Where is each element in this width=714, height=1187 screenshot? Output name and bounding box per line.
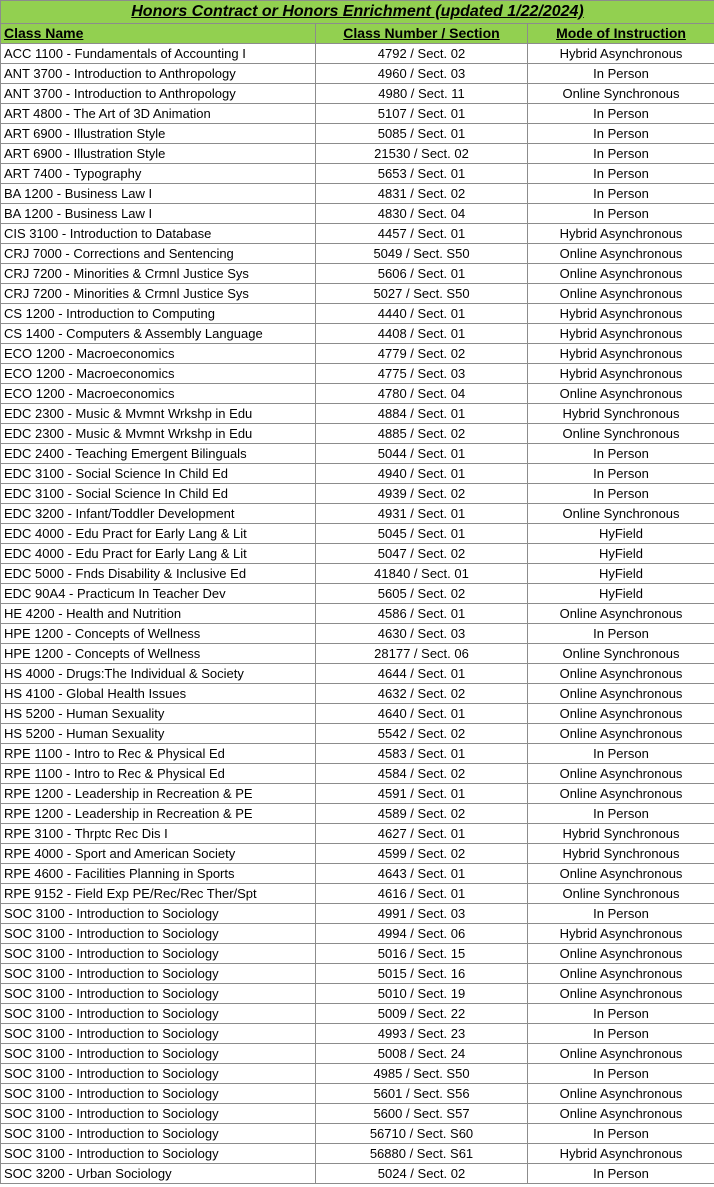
class-number-cell: 5009 / Sect. 22 [316,1004,528,1024]
mode-cell: In Person [528,144,714,164]
mode-cell: Hybrid Asynchronous [528,344,714,364]
class-name-cell: ART 6900 - Illustration Style [1,124,316,144]
mode-cell: Online Synchronous [528,84,714,104]
class-name-cell: RPE 1200 - Leadership in Recreation & PE [1,784,316,804]
class-number-cell: 5024 / Sect. 02 [316,1164,528,1184]
class-number-cell: 5016 / Sect. 15 [316,944,528,964]
mode-cell: Hybrid Asynchronous [528,324,714,344]
class-name-cell: BA 1200 - Business Law I [1,184,316,204]
mode-cell: In Person [528,164,714,184]
class-name-cell: HS 4100 - Global Health Issues [1,684,316,704]
table-row [1,744,714,764]
class-name-cell: RPE 9152 - Field Exp PE/Rec/Rec Ther/Spt [1,884,316,904]
table-row [1,964,714,984]
table-body [1,44,714,1184]
table-row [1,224,714,244]
table-row [1,724,714,744]
table-row [1,984,714,1004]
table-row [1,784,714,804]
mode-cell: Hybrid Asynchronous [528,1144,714,1164]
header-row [1,24,714,44]
class-name-cell: CRJ 7200 - Minorities & Crmnl Justice Sys [1,264,316,284]
column-header-class-name: Class Name [1,24,316,44]
table-row [1,284,714,304]
mode-cell: HyField [528,564,714,584]
mode-cell: Online Asynchronous [528,1104,714,1124]
mode-cell: In Person [528,184,714,204]
table-row [1,1144,714,1164]
table-row [1,144,714,164]
class-number-cell: 4993 / Sect. 23 [316,1024,528,1044]
class-number-cell: 4599 / Sect. 02 [316,844,528,864]
mode-cell: Online Asynchronous [528,984,714,1004]
class-name-cell: CS 1400 - Computers & Assembly Language [1,324,316,344]
class-number-cell: 4940 / Sect. 01 [316,464,528,484]
class-number-cell: 4591 / Sect. 01 [316,784,528,804]
mode-cell: Online Asynchronous [528,264,714,284]
table-row [1,1064,714,1084]
table-row [1,684,714,704]
class-name-cell: RPE 1200 - Leadership in Recreation & PE [1,804,316,824]
mode-cell: In Person [528,804,714,824]
mode-cell: Online Asynchronous [528,284,714,304]
mode-cell: Online Synchronous [528,424,714,444]
table-row [1,824,714,844]
class-number-cell: 4884 / Sect. 01 [316,404,528,424]
class-number-cell: 28177 / Sect. 06 [316,644,528,664]
class-name-cell: HPE 1200 - Concepts of Wellness [1,624,316,644]
class-name-cell: ART 4800 - The Art of 3D Animation [1,104,316,124]
class-name-cell: ACC 1100 - Fundamentals of Accounting I [1,44,316,64]
class-name-cell: RPE 1100 - Intro to Rec & Physical Ed [1,764,316,784]
class-number-cell: 5049 / Sect. S50 [316,244,528,264]
table-row [1,244,714,264]
class-name-cell: EDC 4000 - Edu Pract for Early Lang & Lit [1,544,316,564]
mode-cell: Online Asynchronous [528,704,714,724]
class-number-cell: 5047 / Sect. 02 [316,544,528,564]
class-number-cell: 4457 / Sect. 01 [316,224,528,244]
class-number-cell: 4779 / Sect. 02 [316,344,528,364]
class-name-cell: CRJ 7000 - Corrections and Sentencing [1,244,316,264]
class-number-cell: 5542 / Sect. 02 [316,724,528,744]
table-row [1,924,714,944]
table-row [1,384,714,404]
class-number-cell: 4885 / Sect. 02 [316,424,528,444]
class-name-cell: SOC 3100 - Introduction to Sociology [1,1104,316,1124]
mode-cell: Online Synchronous [528,644,714,664]
class-name-cell: RPE 1100 - Intro to Rec & Physical Ed [1,744,316,764]
class-name-cell: SOC 3100 - Introduction to Sociology [1,984,316,1004]
class-number-cell: 4792 / Sect. 02 [316,44,528,64]
class-number-cell: 21530 / Sect. 02 [316,144,528,164]
class-name-cell: HS 5200 - Human Sexuality [1,704,316,724]
class-number-cell: 4408 / Sect. 01 [316,324,528,344]
table-row [1,104,714,124]
mode-cell: Online Asynchronous [528,384,714,404]
mode-cell: Online Asynchronous [528,604,714,624]
class-number-cell: 5027 / Sect. S50 [316,284,528,304]
mode-cell: In Person [528,1004,714,1024]
table-row [1,344,714,364]
class-number-cell: 4586 / Sect. 01 [316,604,528,624]
class-name-cell: SOC 3100 - Introduction to Sociology [1,1044,316,1064]
mode-cell: In Person [528,104,714,124]
mode-cell: Hybrid Synchronous [528,404,714,424]
class-number-cell: 4985 / Sect. S50 [316,1064,528,1084]
table-row [1,704,714,724]
class-name-cell: HS 5200 - Human Sexuality [1,724,316,744]
table-row [1,504,714,524]
table-row [1,44,714,64]
class-name-cell: HPE 1200 - Concepts of Wellness [1,644,316,664]
class-number-cell: 5653 / Sect. 01 [316,164,528,184]
mode-cell: In Person [528,124,714,144]
class-number-cell: 4931 / Sect. 01 [316,504,528,524]
class-name-cell: CIS 3100 - Introduction to Database [1,224,316,244]
class-name-cell: HE 4200 - Health and Nutrition [1,604,316,624]
class-name-cell: HS 4000 - Drugs:The Individual & Society [1,664,316,684]
table-row [1,644,714,664]
mode-cell: In Person [528,1064,714,1084]
table-row [1,1024,714,1044]
class-name-cell: ANT 3700 - Introduction to Anthropology [1,84,316,104]
table-row [1,584,714,604]
mode-cell: In Person [528,204,714,224]
class-name-cell: ECO 1200 - Macroeconomics [1,344,316,364]
table-row [1,184,714,204]
mode-cell: Hybrid Synchronous [528,824,714,844]
class-number-cell: 4589 / Sect. 02 [316,804,528,824]
table-row [1,1164,714,1184]
mode-cell: Online Asynchronous [528,1044,714,1064]
class-name-cell: EDC 4000 - Edu Pract for Early Lang & Lit [1,524,316,544]
class-name-cell: RPE 4000 - Sport and American Society [1,844,316,864]
mode-cell: Online Asynchronous [528,684,714,704]
class-name-cell: BA 1200 - Business Law I [1,204,316,224]
mode-cell: Online Synchronous [528,504,714,524]
table-row [1,864,714,884]
mode-cell: Online Asynchronous [528,1084,714,1104]
class-number-cell: 5085 / Sect. 01 [316,124,528,144]
class-number-cell: 5600 / Sect. S57 [316,1104,528,1124]
class-name-cell: SOC 3100 - Introduction to Sociology [1,1024,316,1044]
mode-cell: In Person [528,64,714,84]
class-name-cell: ART 7400 - Typography [1,164,316,184]
class-name-cell: SOC 3200 - Urban Sociology [1,1164,316,1184]
class-number-cell: 5606 / Sect. 01 [316,264,528,284]
table-row [1,884,714,904]
class-name-cell: ECO 1200 - Macroeconomics [1,364,316,384]
class-number-cell: 4775 / Sect. 03 [316,364,528,384]
table-row [1,1084,714,1104]
table-row [1,464,714,484]
class-name-cell: SOC 3100 - Introduction to Sociology [1,964,316,984]
class-name-cell: SOC 3100 - Introduction to Sociology [1,904,316,924]
mode-cell: In Person [528,1124,714,1144]
table-row [1,484,714,504]
class-name-cell: SOC 3100 - Introduction to Sociology [1,1084,316,1104]
class-number-cell: 4583 / Sect. 01 [316,744,528,764]
table-row [1,64,714,84]
class-number-cell: 5107 / Sect. 01 [316,104,528,124]
class-name-cell: EDC 2300 - Music & Mvmnt Wrkshp in Edu [1,404,316,424]
class-name-cell: SOC 3100 - Introduction to Sociology [1,1064,316,1084]
table-row [1,1044,714,1064]
table-row [1,124,714,144]
table-row [1,564,714,584]
class-number-cell: 4980 / Sect. 11 [316,84,528,104]
table-row [1,624,714,644]
mode-cell: In Person [528,624,714,644]
class-name-cell: SOC 3100 - Introduction to Sociology [1,1124,316,1144]
mode-cell: In Person [528,484,714,504]
class-name-cell: ART 6900 - Illustration Style [1,144,316,164]
table-row [1,604,714,624]
mode-cell: Hybrid Asynchronous [528,44,714,64]
class-number-cell: 5044 / Sect. 01 [316,444,528,464]
mode-cell: In Person [528,904,714,924]
class-number-cell: 4994 / Sect. 06 [316,924,528,944]
mode-cell: Hybrid Asynchronous [528,364,714,384]
class-name-cell: EDC 90A4 - Practicum In Teacher Dev [1,584,316,604]
table-row [1,944,714,964]
table-row [1,764,714,784]
column-header-mode: Mode of Instruction [528,24,714,44]
class-name-cell: RPE 4600 - Facilities Planning in Sports [1,864,316,884]
class-name-cell: EDC 2400 - Teaching Emergent Bilinguals [1,444,316,464]
table-row [1,904,714,924]
table-row [1,264,714,284]
mode-cell: In Person [528,744,714,764]
table-row [1,444,714,464]
class-number-cell: 41840 / Sect. 01 [316,564,528,584]
class-name-cell: EDC 3200 - Infant/Toddler Development [1,504,316,524]
class-number-cell: 5601 / Sect. S56 [316,1084,528,1104]
mode-cell: Online Asynchronous [528,784,714,804]
mode-cell: In Person [528,464,714,484]
column-header-class-number: Class Number / Section [316,24,528,44]
table-row [1,844,714,864]
mode-cell: Online Asynchronous [528,244,714,264]
class-number-cell: 4830 / Sect. 04 [316,204,528,224]
table-row [1,524,714,544]
table-row [1,1004,714,1024]
class-name-cell: SOC 3100 - Introduction to Sociology [1,1004,316,1024]
table-row [1,164,714,184]
class-number-cell: 4440 / Sect. 01 [316,304,528,324]
mode-cell: HyField [528,544,714,564]
mode-cell: HyField [528,524,714,544]
mode-cell: Hybrid Asynchronous [528,224,714,244]
class-name-cell: ANT 3700 - Introduction to Anthropology [1,64,316,84]
class-number-cell: 5008 / Sect. 24 [316,1044,528,1064]
mode-cell: In Person [528,1024,714,1044]
class-number-cell: 4640 / Sect. 01 [316,704,528,724]
class-name-cell: CS 1200 - Introduction to Computing [1,304,316,324]
class-number-cell: 56880 / Sect. S61 [316,1144,528,1164]
mode-cell: Hybrid Asynchronous [528,304,714,324]
class-number-cell: 5010 / Sect. 19 [316,984,528,1004]
class-number-cell: 56710 / Sect. S60 [316,1124,528,1144]
class-number-cell: 5015 / Sect. 16 [316,964,528,984]
table-row [1,424,714,444]
table-row [1,84,714,104]
class-number-cell: 4643 / Sect. 01 [316,864,528,884]
mode-cell: Hybrid Asynchronous [528,924,714,944]
mode-cell: In Person [528,1164,714,1184]
mode-cell: Online Asynchronous [528,944,714,964]
table-row [1,664,714,684]
table-row [1,204,714,224]
class-number-cell: 4627 / Sect. 01 [316,824,528,844]
mode-cell: Online Asynchronous [528,664,714,684]
class-name-cell: EDC 3100 - Social Science In Child Ed [1,484,316,504]
class-name-cell: EDC 5000 - Fnds Disability & Inclusive Ed [1,564,316,584]
class-name-cell: CRJ 7200 - Minorities & Crmnl Justice Sys [1,284,316,304]
table-row [1,544,714,564]
table-row [1,324,714,344]
class-number-cell: 4831 / Sect. 02 [316,184,528,204]
mode-cell: Online Asynchronous [528,724,714,744]
class-number-cell: 4584 / Sect. 02 [316,764,528,784]
mode-cell: Online Asynchronous [528,764,714,784]
class-name-cell: RPE 3100 - Thrptc Rec Dis I [1,824,316,844]
table-row [1,1104,714,1124]
class-number-cell: 5605 / Sect. 02 [316,584,528,604]
table-row [1,404,714,424]
class-number-cell: 4632 / Sect. 02 [316,684,528,704]
mode-cell: In Person [528,444,714,464]
class-name-cell: SOC 3100 - Introduction to Sociology [1,944,316,964]
class-number-cell: 4991 / Sect. 03 [316,904,528,924]
class-name-cell: EDC 2300 - Music & Mvmnt Wrkshp in Edu [1,424,316,444]
class-number-cell: 4616 / Sect. 01 [316,884,528,904]
class-number-cell: 5045 / Sect. 01 [316,524,528,544]
table-row [1,364,714,384]
table-row [1,304,714,324]
mode-cell: HyField [528,584,714,604]
class-number-cell: 4630 / Sect. 03 [316,624,528,644]
table-row [1,804,714,824]
mode-cell: Hybrid Synchronous [528,844,714,864]
class-number-cell: 4960 / Sect. 03 [316,64,528,84]
class-name-cell: ECO 1200 - Macroeconomics [1,384,316,404]
class-name-cell: SOC 3100 - Introduction to Sociology [1,1144,316,1164]
class-name-cell: EDC 3100 - Social Science In Child Ed [1,464,316,484]
class-number-cell: 4939 / Sect. 02 [316,484,528,504]
mode-cell: Online Asynchronous [528,964,714,984]
title-row [1,1,714,24]
mode-cell: Online Synchronous [528,884,714,904]
class-name-cell: SOC 3100 - Introduction to Sociology [1,924,316,944]
table-title: Honors Contract or Honors Enrichment (updated 1/22/2024) [1,1,714,24]
class-number-cell: 4644 / Sect. 01 [316,664,528,684]
class-number-cell: 4780 / Sect. 04 [316,384,528,404]
table-row [1,1124,714,1144]
mode-cell: Online Asynchronous [528,864,714,884]
